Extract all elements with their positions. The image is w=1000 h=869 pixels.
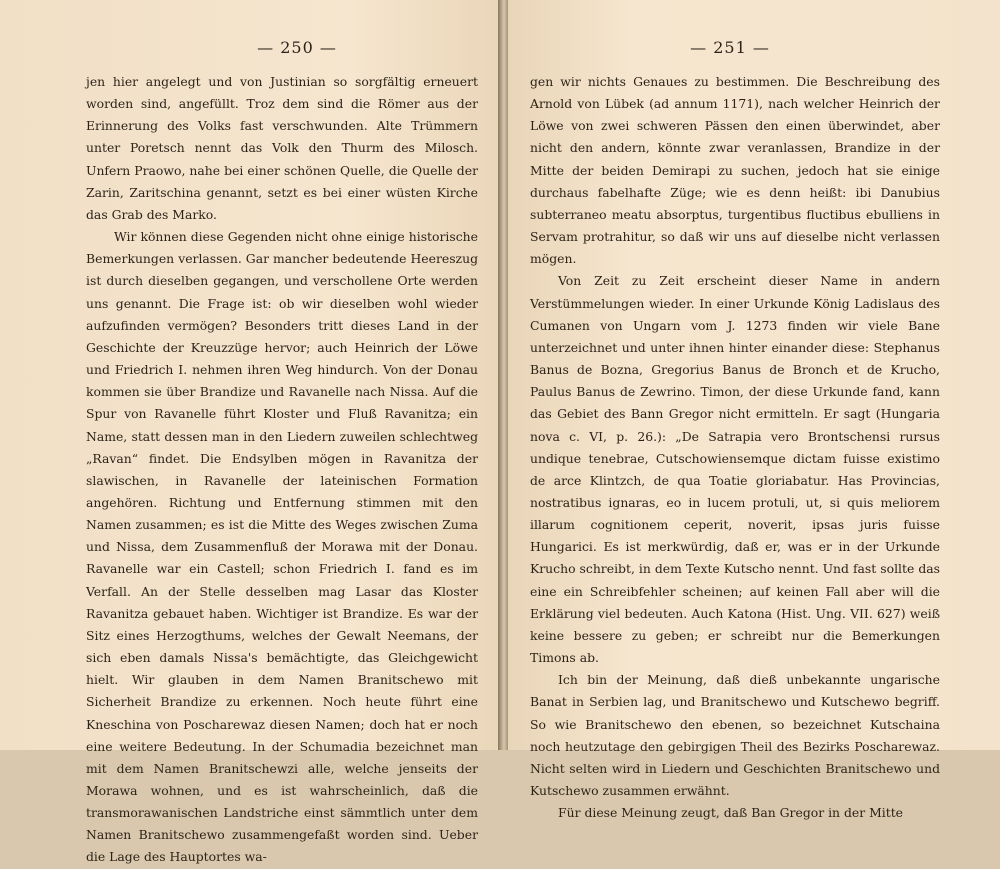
paragraph: Von Zeit zu Zeit erscheint dieser Name in andern Verstümmelungen wieder. In einer Urkunde König Ladislaus des Cumanen von Ungarn vom J. 1273 finden wir viele Bane unterzeichnet und unter ihnen hinter einander diese: Stephanus Banus de Bozna, Gregorius Banus de Bronch et de Krucho, Paulus Banus de Zewrino. Timon, der diese Urkunde fand, kann das Gebiet des Bann Gregor nicht ermitteln. Er sagt (Hungaria nova c. VI, p. 26.): „De Satrapia vero Brontschensi rursus undique tenebrae, Cutschowiensemque dictam fuisse existimo de arce Klintzch, de qua Toatie gloriabatur. Has Provincias, nostratibus ignaras, eo in lucem protuli, ut, si quis meliorem illarum cognitionem ceperit, noverit, ipsas juris fuisse Hungarici. Es ist merkwürdig, daß er, was er in der Urkunde Krucho schreibt, in dem Texte Kutscho nennt. Und fast sollte das eine ein Schreibfehler scheinen; auf keinen Fall aber will die Erklärung viel bedeuten. Auch Katona (Hist. Ung. VII. 627) weiß keine bessere zu geben; er schreibt nur die Bemerkungen Timons ab. xyxy=(530,273,940,666)
right-page-text xyxy=(530,71,940,824)
paragraph: Ich bin der Meinung, daß dieß unbekannte ungarische Banat in Serbien lag, und Branitschewo und Kutschewo begriff. So wie Branitschewo den ebenen, so bezeichnet Kutschaina noch heutzutage den gebirgigen Theil des Bezirks Poscharewaz. Nicht selten wird in Liedern und Geschichten Branitschewo und Kutschewo zusammen erwähnt. xyxy=(530,672,940,798)
page-number-left: — 250 — xyxy=(257,38,337,57)
left-page xyxy=(0,0,500,865)
page-number-right: — 251 — xyxy=(690,38,770,57)
paragraph: gen wir nichts Genaues zu bestimmen. Die Beschreibung des Arnold von Lübek (ad annum 1171), nach welcher Heinrich der Löwe von zwei schweren Pässen den einen überwindet, aber nicht den andern, könnte zwar veranlassen, Brandize in der Mitte der beiden Demirapi zu suchen, jedoch hat sie einige durchaus fabelhafte Züge; wie es denn heißt: ibi Danubius subterraneo meatu absorptus, turgentibus fluctibus ebulliens in Servam protrahitur, so daß wir uns auf dieselbe nicht verlassen mögen. xyxy=(530,74,940,267)
right-page xyxy=(508,0,1000,821)
paragraph: jen hier angelegt und von Justinian so sorgfältig erneuert worden sind, angefüllt. Troz dem sind die Römer aus der Erinnerung des Volks fast verschwunden. Alte Trümmern unter Poretsch nennt das Volk den Thurm des Milosch. Unfern Praowo, nahe bei einer schönen Quelle, die Quelle der Zarin, Zaritschina genannt, setzt es bei einer wüsten Kirche das Grab des Marko. xyxy=(86,74,478,222)
paragraph: Wir können diese Gegenden nicht ohne einige historische Bemerkungen verlassen. Gar mancher bedeutende Heereszug ist durch dieselben gegangen, und verschollene Orte werden uns genannt. Die Frage ist: ob wir dieselben wohl wieder aufzufinden vermögen? Besonders tritt dieses Land in der Geschichte der Kreuzzüge hervor; auch Heinrich der Löwe und Friedrich I. nehmen ihren Weg hindurch. Von der Donau kommen sie über Brandize und Ravanelle nach Nissa. Auf die Spur von Ravanelle führt Kloster und Fluß Ravanitza; ein Name, statt dessen man in den Liedern zuweilen schlechtweg „Ravan“ findet. Die Endsylben mögen in Ravanitza der slawischen, in Ravanelle der lateinischen Formation angehören. Richtung und Entfernung stimmen mit den Namen zusammen; es ist die Mitte des Weges zwischen Zuma und Nissa, dem Zusammenfluß der Morawa mit der Donau. Ravanelle war ein Castell; schon Friedrich I. fand es im Verfall. An der Stelle desselben mag Lasar das Kloster Ravanitza gebauet haben. Wichtiger ist Brandize. Es war der Sitz eines Herzogthums, welches der Gewalt Neemans, der sich eben damals Nissa's bemächtigte, das Gleichgewicht hielt. Wir glauben in dem Namen Branitschewo mit Sicherheit Brandize zu erkennen. Noch heute führt eine Kneschina von Poscharewaz diesen Namen; doch hat er noch eine weitere Bedeutung. In der Schumadia bezeichnet man mit dem Namen Branitschewzi alle, welche jenseits der Morawa wohnen, und es ist wahrscheinlich, daß die transmorawanischen Landstriche einst sämmtlich unter dem Namen Branitschewo zusammengefaßt worden sind. Ueber die Lage des Hauptortes wa- xyxy=(86,229,478,865)
paragraph: Für diese Meinung zeugt, daß Ban Gregor in der Mitte xyxy=(558,805,904,821)
left-page-text xyxy=(86,71,478,869)
